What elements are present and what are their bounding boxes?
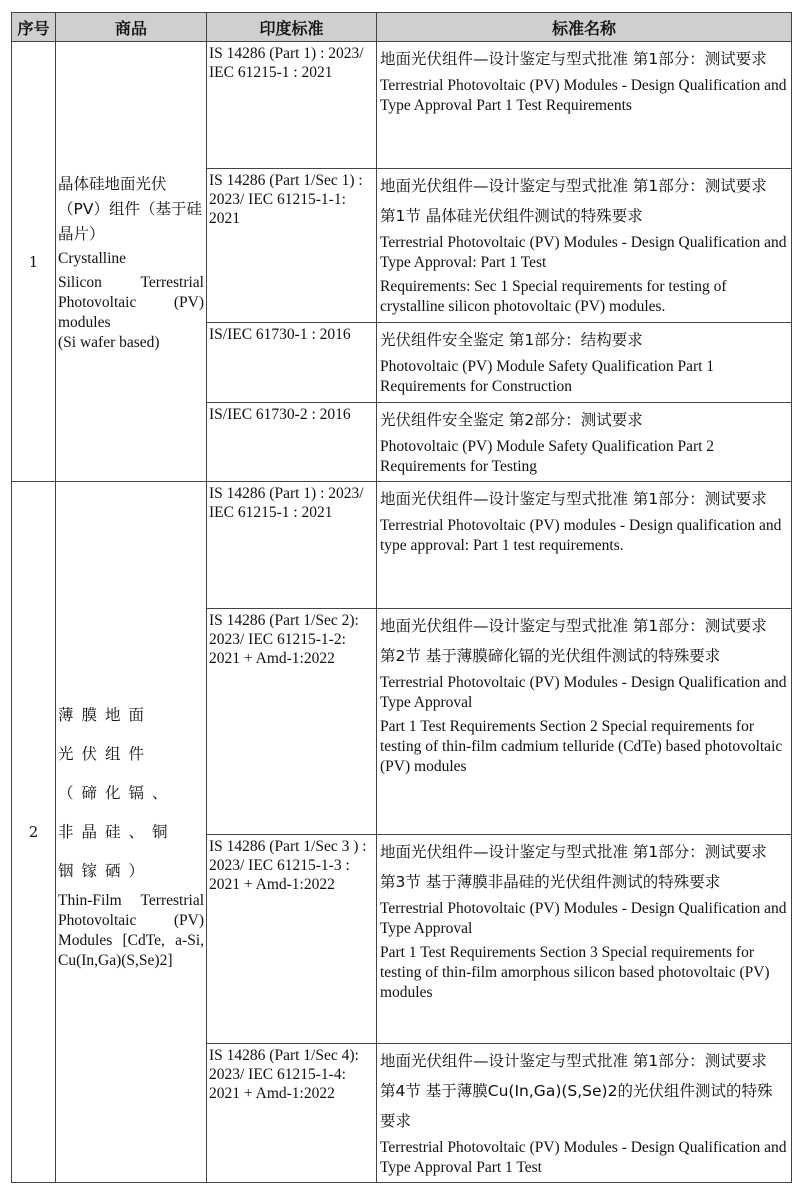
standard-code: IS/IEC 61730-2 : 2016 xyxy=(207,403,377,482)
standard-name-zh: 地面光伏组件—设计鉴定与型式批准 第1部分：测试要求 xyxy=(380,50,767,68)
product-cell xyxy=(56,42,207,482)
standard-name-en: Terrestrial Photovoltaic (PV) modules - Design qualification and type approval: Part 1 test requirements. xyxy=(380,517,782,554)
standard-name-cell xyxy=(377,169,792,323)
standard-code: IS 14286 (Part 1/Sec 1) : 2023/ IEC 61215-1-1: 2021 xyxy=(207,169,377,323)
standard-name-zh: 地面光伏组件—设计鉴定与型式批准 第1部分：测试要求 第3节 基于薄膜非晶硅的光伏组件测试的特殊要求 xyxy=(380,843,767,891)
product-name-en: Thin-Film Terrestrial Photovoltaic (PV) Modules [CdTe, a-Si, Cu(In,Ga)(S,Se)2] xyxy=(58,891,204,969)
header-standard-name: 标准名称 xyxy=(377,13,792,42)
standard-code: IS/IEC 61730-1 : 2016 xyxy=(207,323,377,403)
standard-name-cell xyxy=(377,482,792,609)
standard-name-en: Photovoltaic (PV) Module Safety Qualification Part 2 Requirements for Testing xyxy=(380,438,715,475)
standards-table xyxy=(11,12,792,1183)
header-seq: 序号 xyxy=(12,13,56,42)
header-row xyxy=(12,13,792,42)
table-row xyxy=(12,42,792,169)
product-name-zh: 铟镓硒） xyxy=(58,861,153,880)
standard-name-zh: 地面光伏组件—设计鉴定与型式批准 第1部分：测试要求 第1节 晶体硅光伏组件测试的特殊要求 xyxy=(380,177,767,225)
standard-name-cell xyxy=(377,1044,792,1183)
header-indian-standard: 印度标准 xyxy=(207,13,377,42)
standard-name-zh: 光伏组件安全鉴定 第1部分：结构要求 xyxy=(380,331,643,349)
standard-name-en: Terrestrial Photovoltaic (PV) Modules - Design Qualification and Type Approval Part 1 Test xyxy=(380,1139,787,1176)
standard-code: IS 14286 (Part 1/Sec 4): 2023/ IEC 61215-1-4: 2021 + Amd-1:2022 xyxy=(207,1044,377,1183)
standard-name-cell xyxy=(377,609,792,835)
standard-code: IS 14286 (Part 1/Sec 3 ) : 2023/ IEC 61215-1-3 : 2021 + Amd-1:2022 xyxy=(207,835,377,1044)
product-name-en: Crystalline xyxy=(58,250,127,267)
standard-name-en: Terrestrial Photovoltaic (PV) Modules - Design Qualification and Type Approval Part 1 Test Requirements xyxy=(380,77,787,114)
standard-name-cell xyxy=(377,323,792,403)
table-row xyxy=(12,482,792,609)
product-name-zh: 薄膜地面 xyxy=(58,705,153,724)
product-name-zh: （碲化镉、 xyxy=(58,783,176,802)
standard-code: IS 14286 (Part 1) : 2023/ IEC 61215-1 : 2021 xyxy=(207,42,377,169)
standard-name-cell xyxy=(377,835,792,1044)
standard-name-en: Terrestrial Photovoltaic (PV) Modules - Design Qualification and Type Approval: Part 1 Test xyxy=(380,234,787,271)
product-name-zh: 光伏组件 xyxy=(58,744,153,763)
standard-code: IS 14286 (Part 1) : 2023/ IEC 61215-1 : 2021 xyxy=(207,482,377,609)
standard-name-zh: 地面光伏组件—设计鉴定与型式批准 第1部分：测试要求 xyxy=(380,490,767,508)
standard-name-en: Terrestrial Photovoltaic (PV) Modules - Design Qualification and Type Approval xyxy=(380,674,787,711)
standard-name-cell xyxy=(377,42,792,169)
standard-name-en: Part 1 Test Requirements Section 3 Special requirements for testing of thin-film amorphous silicon based photovoltaic (PV) modules xyxy=(380,944,770,1001)
standard-name-en: Part 1 Test Requirements Section 2 Special requirements for testing of thin-film cadmium telluride (CdTe) based photovoltaic (PV) modules xyxy=(380,718,783,775)
standard-code: IS 14286 (Part 1/Sec 2): 2023/ IEC 61215-1-2: 2021 + Amd-1:2022 xyxy=(207,609,377,835)
standard-name-en: Requirements: Sec 1 Special requirements for testing of crystalline silicon photovoltaic (PV) modules. xyxy=(380,278,727,315)
product-cell xyxy=(56,482,207,1183)
standard-name-en: Terrestrial Photovoltaic (PV) Modules - Design Qualification and Type Approval xyxy=(380,900,787,937)
standard-name-cell xyxy=(377,403,792,482)
standard-name-zh: 地面光伏组件—设计鉴定与型式批准 第1部分：测试要求 第4节 基于薄膜Cu(In,Ga)(S,Se)2的光伏组件测试的特殊要求 xyxy=(380,1052,773,1130)
row-seq: 1 xyxy=(12,42,56,482)
product-name-en: Silicon Terrestrial Photovoltaic (PV) modules xyxy=(58,274,204,331)
product-name-zh: 非晶硅、铜 xyxy=(58,822,176,841)
standard-name-zh: 光伏组件安全鉴定 第2部分：测试要求 xyxy=(380,411,643,429)
standard-name-en: Photovoltaic (PV) Module Safety Qualification Part 1 Requirements for Construction xyxy=(380,358,715,395)
product-name-zh: 晶体硅地面光伏（PV）组件（基于硅晶片） xyxy=(58,175,202,243)
row-seq: 2 xyxy=(12,482,56,1183)
header-product: 商品 xyxy=(56,13,207,42)
product-name-en: (Si wafer based) xyxy=(58,334,160,351)
standard-name-zh: 地面光伏组件—设计鉴定与型式批准 第1部分：测试要求 第2节 基于薄膜碲化镉的光伏组件测试的特殊要求 xyxy=(380,617,767,665)
